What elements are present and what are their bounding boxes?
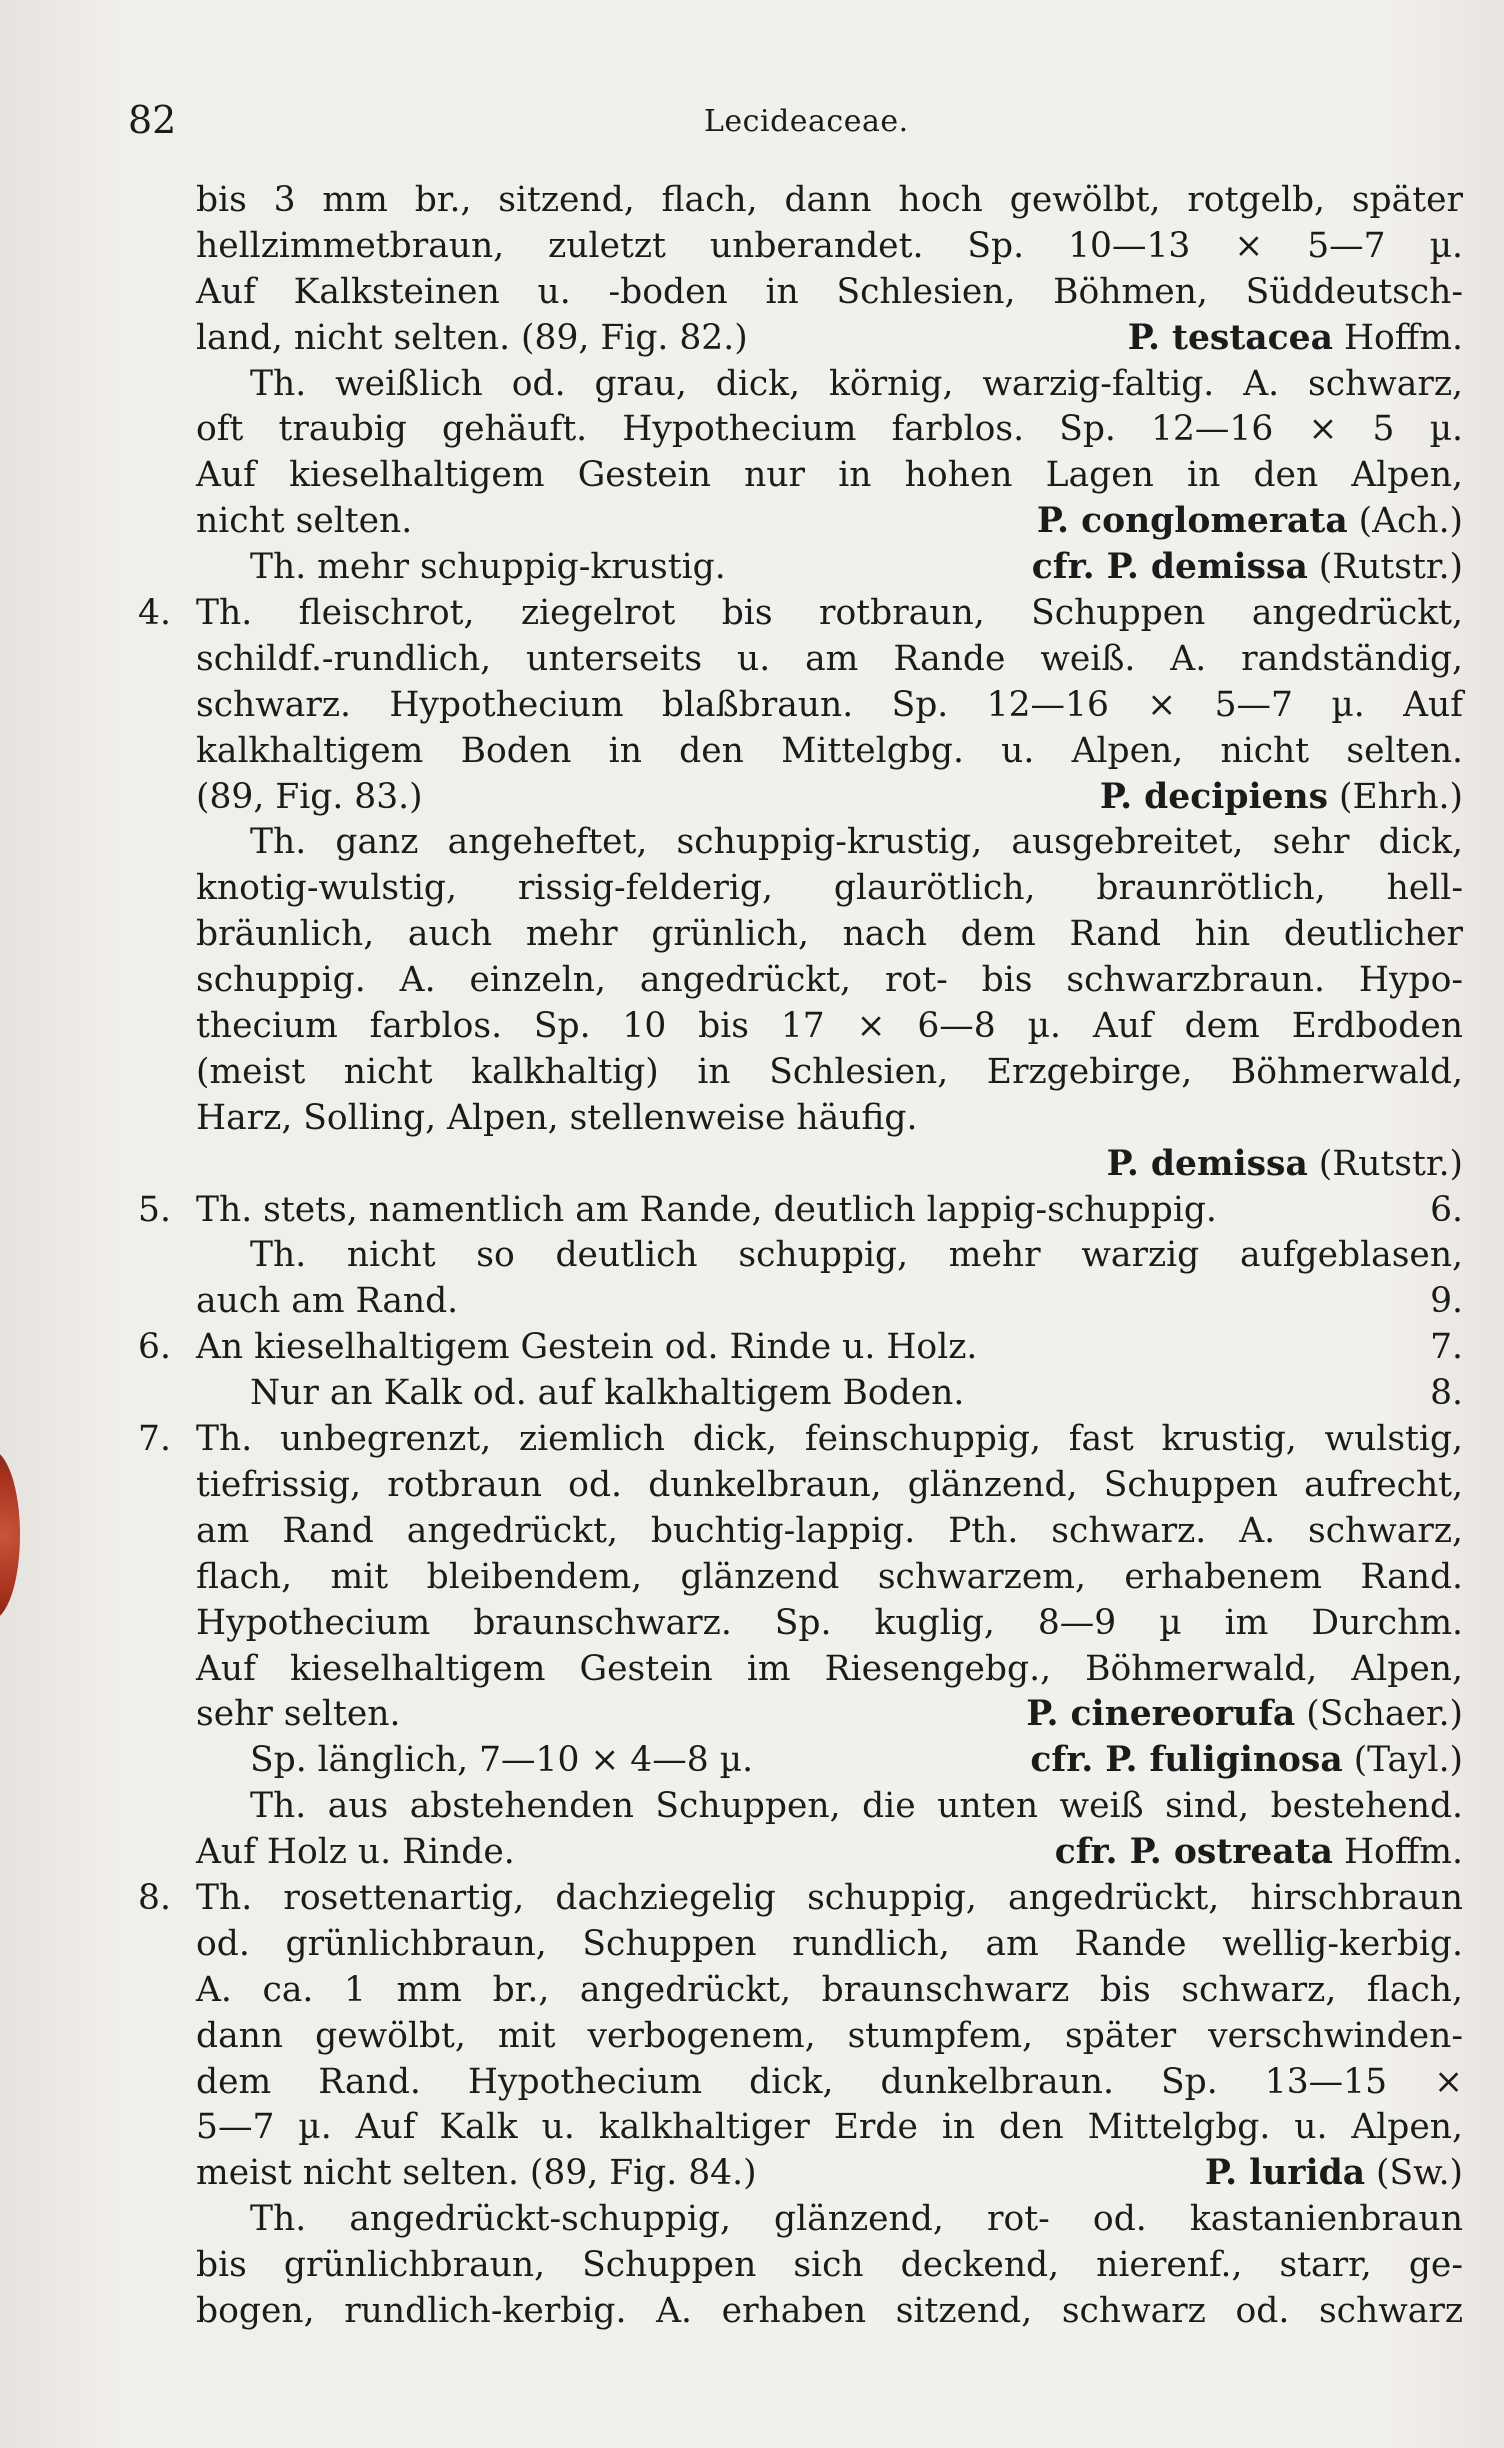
line-body: Nur an Kalk od. auf kalkhaltigem Boden. <box>250 1373 965 1414</box>
species-citation <box>1100 775 1463 821</box>
key-number: 6. <box>138 1327 171 1368</box>
line-text <box>196 1692 1463 1738</box>
species-author: (Tayl.) <box>1353 1740 1463 1781</box>
text-line <box>138 545 1463 591</box>
line-text <box>196 775 1463 821</box>
text-line <box>138 1463 1463 1509</box>
text-line <box>138 1647 1463 1693</box>
text-line <box>138 1417 1463 1463</box>
text-line <box>138 1279 1463 1325</box>
species-citation <box>1107 1142 1463 1188</box>
line-text: schwarz. Hypothecium blaßbraun. Sp. 12—16 × 5—7 µ. Auf <box>196 684 1463 725</box>
text-line <box>138 1233 1463 1279</box>
text-line <box>138 1096 1463 1142</box>
text-line <box>138 912 1463 958</box>
text-line <box>138 729 1463 775</box>
line-text: Auf kieselhaltigem Gestein im Riesengebg., Böhmerwald, Alpen, <box>196 1648 1463 1689</box>
line-text: Harz, Solling, Alpen, stellenweise häufig. <box>196 1097 918 1138</box>
line-text <box>250 1371 1463 1417</box>
line-body: sehr selten. <box>196 1694 401 1735</box>
species-citation <box>1030 1738 1463 1784</box>
line-body: An kieselhaltigem Gestein od. Rinde u. Holz. <box>196 1327 978 1368</box>
line-body: meist nicht selten. (89, Fig. 84.) <box>196 2153 757 2194</box>
species-citation <box>1032 545 1463 591</box>
line-text <box>250 545 1463 591</box>
line-text: od. grünlichbraun, Schuppen rundlich, am Rande wellig-kerbig. <box>196 1923 1463 1964</box>
line-text: Th. ganz angeheftet, schuppig-krustig, ausgebreitet, sehr dick, <box>250 822 1463 863</box>
line-body: nicht selten. <box>196 501 413 542</box>
line-text: Th. weißlich od. grau, dick, körnig, warzig-faltig. A. schwarz, <box>250 363 1463 404</box>
species-name: cfr. P. ostreata <box>1054 1832 1333 1873</box>
key-number: 7. <box>138 1419 171 1460</box>
species-author: Hoffm. <box>1343 1832 1463 1873</box>
line-text <box>196 316 1463 362</box>
species-name: P. cinereorufa <box>1026 1694 1296 1735</box>
line-text: thecium farblos. Sp. 10 bis 17 × 6—8 µ. Auf dem Erdboden <box>196 1006 1463 1047</box>
text-line <box>138 1738 1463 1784</box>
line-body: land, nicht selten. (89, Fig. 82.) <box>196 317 748 358</box>
species-author: (Rutstr.) <box>1318 1143 1463 1184</box>
species-citation <box>1128 316 1463 362</box>
line-text: bis 3 mm br., sitzend, flach, dann hoch gewölbt, rotgelb, später <box>196 180 1463 220</box>
line-body: Th. mehr schuppig-krustig. <box>250 547 726 588</box>
species-name: P. testacea <box>1127 317 1333 358</box>
line-text: bogen, rundlich-kerbig. A. erhaben sitzend, schwarz od. schwarz <box>196 2290 1463 2331</box>
line-text: oft traubig gehäuft. Hypothecium farblos. Sp. 12—16 × 5 µ. <box>196 409 1463 450</box>
text-line <box>138 775 1463 821</box>
text-line <box>138 1830 1463 1876</box>
text-line <box>138 1692 1463 1738</box>
key-number: 5. <box>138 1189 171 1230</box>
line-text: Th. nicht so deutlich schuppig, mehr warzig aufgeblasen, <box>250 1235 1463 1276</box>
line-text <box>196 2151 1463 2197</box>
text-line <box>138 637 1463 683</box>
line-text <box>196 1830 1463 1876</box>
line-text <box>196 1142 1463 1188</box>
key-reference: 9. <box>1430 1281 1463 1322</box>
line-text: Auf kieselhaltigem Gestein nur in hohen Lagen in den Alpen, <box>196 455 1463 496</box>
text-line <box>138 2105 1463 2151</box>
text-line <box>138 2014 1463 2060</box>
species-author: (Schaer.) <box>1306 1694 1463 1735</box>
line-text: hellzimmetbraun, zuletzt unberandet. Sp. 10—13 × 5—7 µ. <box>196 225 1463 266</box>
text-line <box>138 1784 1463 1830</box>
species-name: P. demissa <box>1106 1143 1308 1184</box>
text-line <box>138 2060 1463 2106</box>
text-line <box>138 820 1463 866</box>
species-author: (Rutstr.) <box>1318 547 1463 588</box>
line-body: Auf Holz u. Rinde. <box>196 1832 515 1873</box>
line-text <box>196 1325 1463 1371</box>
text-line <box>138 362 1463 408</box>
species-author: (Ehrh.) <box>1338 776 1463 817</box>
text-line <box>138 1004 1463 1050</box>
text-line <box>138 1601 1463 1647</box>
line-text: schuppig. A. einzeln, angedrückt, rot- bis schwarzbraun. Hypo- <box>196 960 1463 1001</box>
line-body: Th. stets, namentlich am Rande, deutlich lappig-schuppig. <box>196 1189 1217 1230</box>
text-line <box>138 1325 1463 1371</box>
line-text: dann gewölbt, mit verbogenem, stumpfem, später verschwinden- <box>196 2015 1463 2056</box>
text-line <box>138 1142 1463 1188</box>
line-text: dem Rand. Hypothecium dick, dunkelbraun. Sp. 13—15 × <box>196 2061 1463 2102</box>
text-line <box>138 1050 1463 1096</box>
line-text: tiefrissig, rotbraun od. dunkelbraun, glänzend, Schuppen aufrecht, <box>196 1464 1463 1505</box>
line-text: bräunlich, auch mehr grünlich, nach dem Rand hin deutlicher <box>196 914 1463 955</box>
text-line <box>138 178 1463 224</box>
key-reference: 8. <box>1430 1373 1463 1414</box>
species-name: P. decipiens <box>1099 776 1329 817</box>
text-line <box>138 270 1463 316</box>
line-text <box>250 1738 1463 1784</box>
line-text: Th. rosettenartig, dachziegelig schuppig, angedrückt, hirschbraun <box>196 1877 1463 1918</box>
text-line <box>138 1968 1463 2014</box>
key-reference: 7. <box>1430 1327 1463 1368</box>
line-text: knotig-wulstig, rissig-felderig, glaurötlich, braunrötlich, hell- <box>196 868 1463 909</box>
line-text: bis grünlichbraun, Schuppen sich deckend, nierenf., starr, ge- <box>196 2245 1463 2286</box>
line-text: kalkhaltigem Boden in den Mittelgbg. u. Alpen, nicht selten. <box>196 730 1463 771</box>
text-line <box>138 1555 1463 1601</box>
line-text <box>196 499 1463 545</box>
line-text <box>196 1279 1463 1325</box>
text-line <box>138 453 1463 499</box>
text-line <box>138 499 1463 545</box>
text-line <box>138 2197 1463 2243</box>
key-reference: 6. <box>1430 1189 1463 1230</box>
text-line <box>138 2151 1463 2197</box>
line-text: A. ca. 1 mm br., angedrückt, braunschwarz bis schwarz, flach, <box>196 1969 1463 2010</box>
text-line <box>138 591 1463 637</box>
key-number: 8. <box>138 1877 171 1918</box>
line-body: (89, Fig. 83.) <box>196 776 423 817</box>
line-text: flach, mit bleibendem, glänzend schwarzem, erhabenem Rand. <box>196 1556 1463 1597</box>
species-author: (Sw.) <box>1376 2153 1463 2194</box>
line-text: Th. unbegrenzt, ziemlich dick, feinschuppig, fast krustig, wulstig, <box>196 1419 1463 1460</box>
text-line <box>138 866 1463 912</box>
line-text: Hypothecium braunschwarz. Sp. kuglig, 8—9 µ im Durchm. <box>196 1602 1463 1643</box>
text-line <box>138 2243 1463 2289</box>
text-line <box>138 1188 1463 1234</box>
key-number: 4. <box>138 593 171 634</box>
line-body: Sp. länglich, 7—10 × 4—8 µ. <box>250 1740 754 1781</box>
text-line <box>138 2289 1463 2335</box>
page-edge-marker <box>0 1450 20 1620</box>
text-line <box>138 683 1463 729</box>
text-line <box>138 316 1463 362</box>
line-text: Th. aus abstehenden Schuppen, die unten weiß sind, bestehend. <box>250 1786 1463 1827</box>
species-name: P. lurida <box>1204 2153 1366 2194</box>
text-line <box>138 224 1463 270</box>
line-text: Th. fleischrot, ziegelrot bis rotbraun, Schuppen angedrückt, <box>196 593 1463 634</box>
line-text <box>196 1188 1463 1234</box>
running-head: Lecideaceae. <box>704 104 909 139</box>
text-line <box>138 958 1463 1004</box>
species-citation <box>1026 1692 1463 1738</box>
species-citation <box>1037 499 1463 545</box>
species-name: cfr. P. demissa <box>1031 547 1308 588</box>
text-line <box>138 1922 1463 1968</box>
key-text <box>138 178 1463 2335</box>
line-text: Th. angedrückt-schuppig, glänzend, rot- od. kastanienbraun <box>250 2199 1463 2240</box>
species-author: (Ach.) <box>1358 501 1463 542</box>
text-line <box>138 407 1463 453</box>
line-text: schildf.-rundlich, unterseits u. am Rande weiß. A. randständig, <box>196 638 1463 679</box>
line-text: Auf Kalksteinen u. -boden in Schlesien, Böhmen, Süddeutsch- <box>196 271 1463 312</box>
text-line <box>138 1876 1463 1922</box>
species-name: cfr. P. fuliginosa <box>1030 1740 1343 1781</box>
species-author: Hoffm. <box>1343 317 1463 358</box>
species-name: P. conglomerata <box>1036 501 1348 542</box>
text-line <box>138 1371 1463 1417</box>
page-number: 82 <box>128 98 177 142</box>
species-citation <box>1055 1830 1463 1876</box>
page-header <box>128 98 1458 158</box>
text-line <box>138 1509 1463 1555</box>
line-text: (meist nicht kalkhaltig) in Schlesien, Erzgebirge, Böhmerwald, <box>196 1051 1463 1092</box>
species-citation <box>1205 2151 1463 2197</box>
line-text: 5—7 µ. Auf Kalk u. kalkhaltiger Erde in den Mittelgbg. u. Alpen, <box>196 2107 1463 2148</box>
line-body: auch am Rand. <box>196 1281 459 1322</box>
line-text: am Rand angedrückt, buchtig-lappig. Pth. schwarz. A. schwarz, <box>196 1510 1463 1551</box>
